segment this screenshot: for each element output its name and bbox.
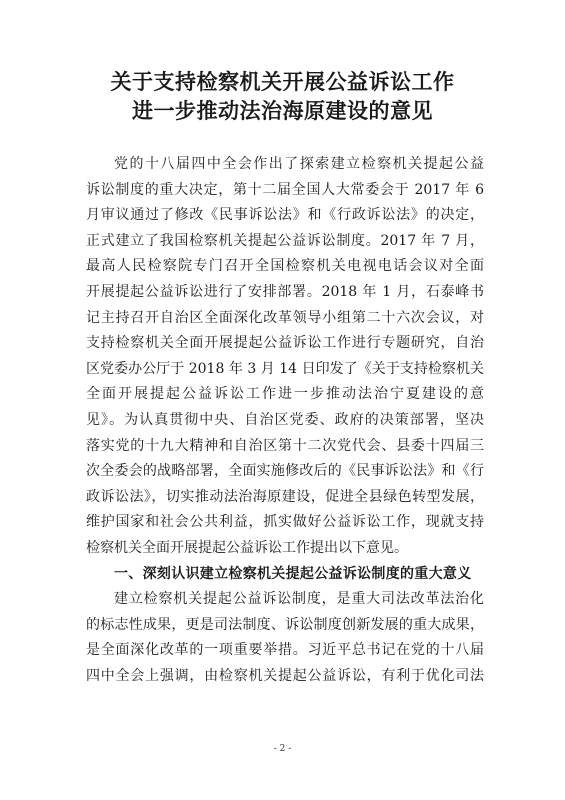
- page-number: - 2 -: [273, 744, 292, 754]
- paragraph-line: 四中全会上强调，由检察机关提起公益诉讼，有利于优化司法: [86, 668, 484, 684]
- paragraph-line: 最高人民检察院专门召开全国检察机关电视电话会议对全面: [86, 258, 484, 275]
- paragraph-line: 政诉讼法》，切实推动法治海原建设，促进全县绿色转型发展，: [86, 488, 484, 505]
- paragraph-line: 月审议通过了修改《民事诉讼法》和《行政诉讼法》的决定，: [86, 207, 484, 224]
- paragraph-line: 支持检察机关全面开展提起公益诉讼工作进行专题研究，自治: [86, 335, 484, 352]
- paragraph-line: 维护国家和社会公共利益，抓实做好公益诉讼工作，现就支持: [86, 514, 484, 531]
- paragraph-line: 落实党的十九大精神和自治区第十二次党代会、县委十四届三: [86, 437, 484, 454]
- paragraph-line: 是全面深化改革的一项重要举措。习近平总书记在党的十八届: [86, 642, 484, 659]
- section-heading: 一、深刻认识建立检察机关提起公益诉讼制度的重大意义: [114, 565, 472, 582]
- document-title-line-1: 关于支持检察机关开展公益诉讼工作: [110, 70, 455, 94]
- paragraph-line: 区党委办公厅于 2018 年 3 月 14 日印发了《关于支持检察机关: [86, 360, 484, 377]
- paragraph-line: 党的十八届四中全会作出了探索建立检察机关提起公益: [114, 156, 484, 172]
- paragraph-line: 次全委会的战略部署，全面实施修改后的《民事诉讼法》和《行: [86, 463, 484, 480]
- paragraph-line: 全面开展提起公益诉讼工作进一步推动法治宁夏建设的意: [86, 386, 484, 403]
- document-title-line-2: 进一步推动法治海原建设的意见: [132, 99, 433, 123]
- paragraph-line: 开展提起公益诉讼进行了安排部署。2018 年 1 月，石泰峰书: [86, 284, 484, 300]
- paragraph-line: 见》。为认真贯彻中央、自治区党委、政府的决策部署，坚决: [86, 412, 484, 428]
- paragraph-line: 诉讼制度的重大决定，第十二届全国人大常委会于 2017 年 6: [86, 181, 484, 198]
- paragraph-line: 检察机关全面开展提起公益诉讼工作提出以下意见。: [86, 540, 408, 556]
- paragraph-line: 建立检察机关提起公益诉讼制度，是重大司法改革法治化: [114, 591, 484, 608]
- paragraph-line: 正式建立了我国检察机关提起公益诉讼制度。2017 年 7 月，: [86, 232, 484, 249]
- paragraph-line: 记主持召开自治区全面深化改革领导小组第二十六次会议，对: [86, 309, 484, 326]
- paragraph-line: 的标志性成果，更是司法制度、诉讼制度创新发展的重大成果，: [86, 616, 484, 633]
